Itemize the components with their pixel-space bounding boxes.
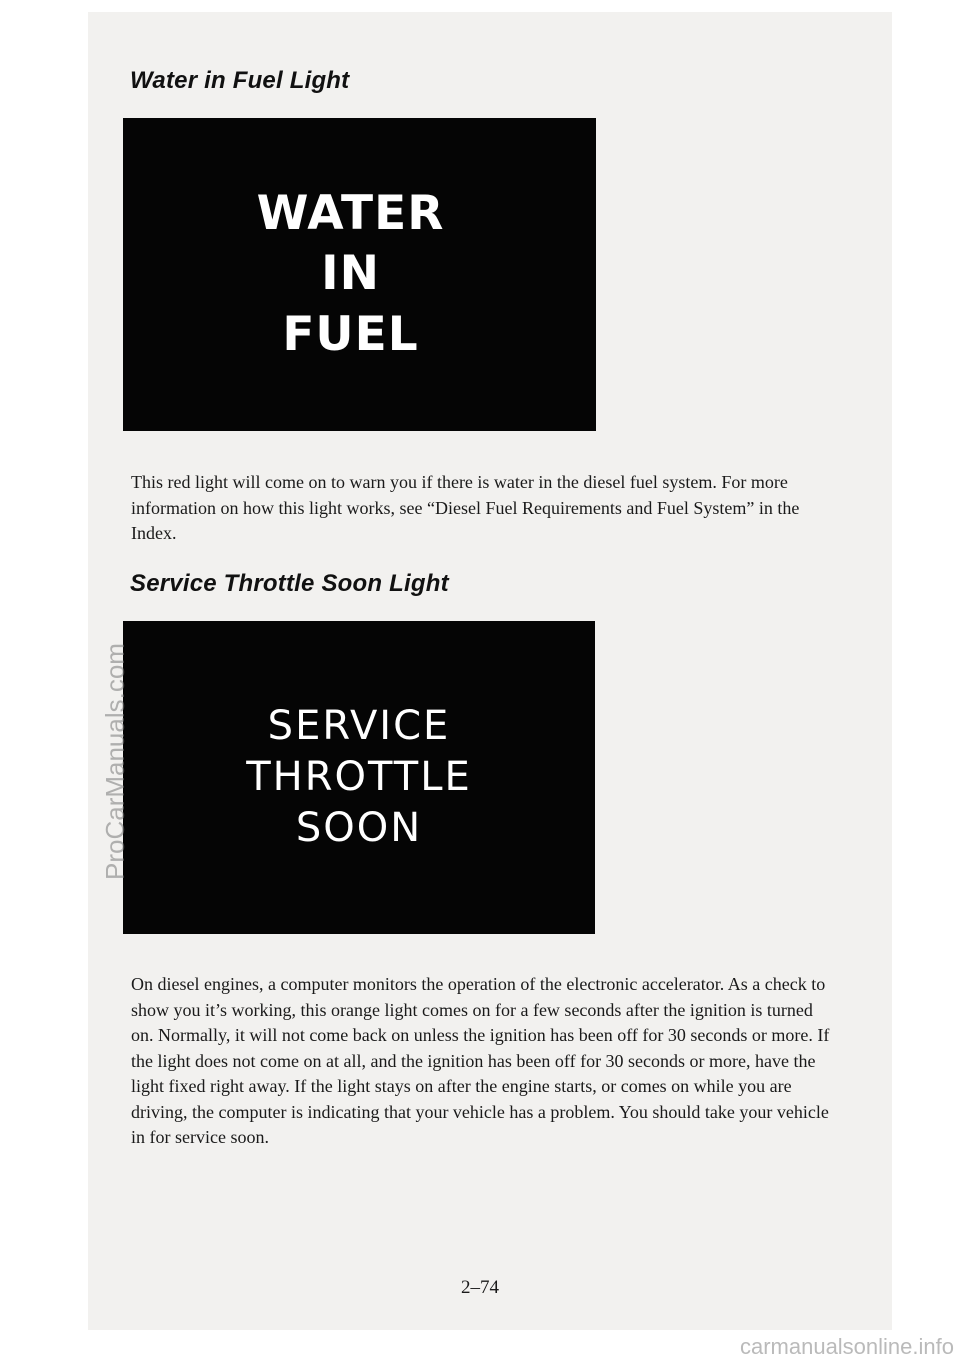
watermark-bottom: carmanualsonline.info bbox=[739, 1334, 954, 1359]
indicator-line: FUEL bbox=[282, 306, 419, 362]
service-throttle-soon-paragraph: On diesel engines, a computer monitors the operation of the electronic accelerator. As a check to show you it’s working, this orange light comes on for a few seconds after the ignition is turned on. Normally, it will not come back on unless the ignition has been off for 30 seconds or more. If the light does not come on at all, and the ignition has been off for 30 seconds or more, have the light fixed right away. If the light stays on after the engine starts, or comes on while you are driving, the computer is indicating that your vehicle has a problem. You should take your vehicle in for service soon. bbox=[131, 974, 830, 1147]
indicator-line: IN bbox=[321, 246, 380, 302]
indicator-line: THROTTLE bbox=[246, 753, 472, 800]
indicator-line: SOON bbox=[295, 805, 423, 852]
service-throttle-soon-indicator bbox=[123, 621, 595, 934]
water-in-fuel-paragraph: This red light will come on to warn you if there is water in the diesel fuel system. For more information on how this light works, see “Diesel Fuel Requirements and Fuel System” in the Index. bbox=[131, 472, 800, 543]
page-number: 2–74 bbox=[461, 1277, 499, 1298]
water-in-fuel-indicator bbox=[123, 118, 596, 431]
indicator-line: WATER bbox=[256, 186, 445, 242]
indicator-line: SERVICE bbox=[267, 702, 451, 749]
watermark-left: ProCarManuals.com bbox=[100, 643, 130, 880]
service-throttle-soon-heading: Service Throttle Soon Light bbox=[130, 570, 449, 597]
water-in-fuel-heading: Water in Fuel Light bbox=[130, 67, 350, 94]
